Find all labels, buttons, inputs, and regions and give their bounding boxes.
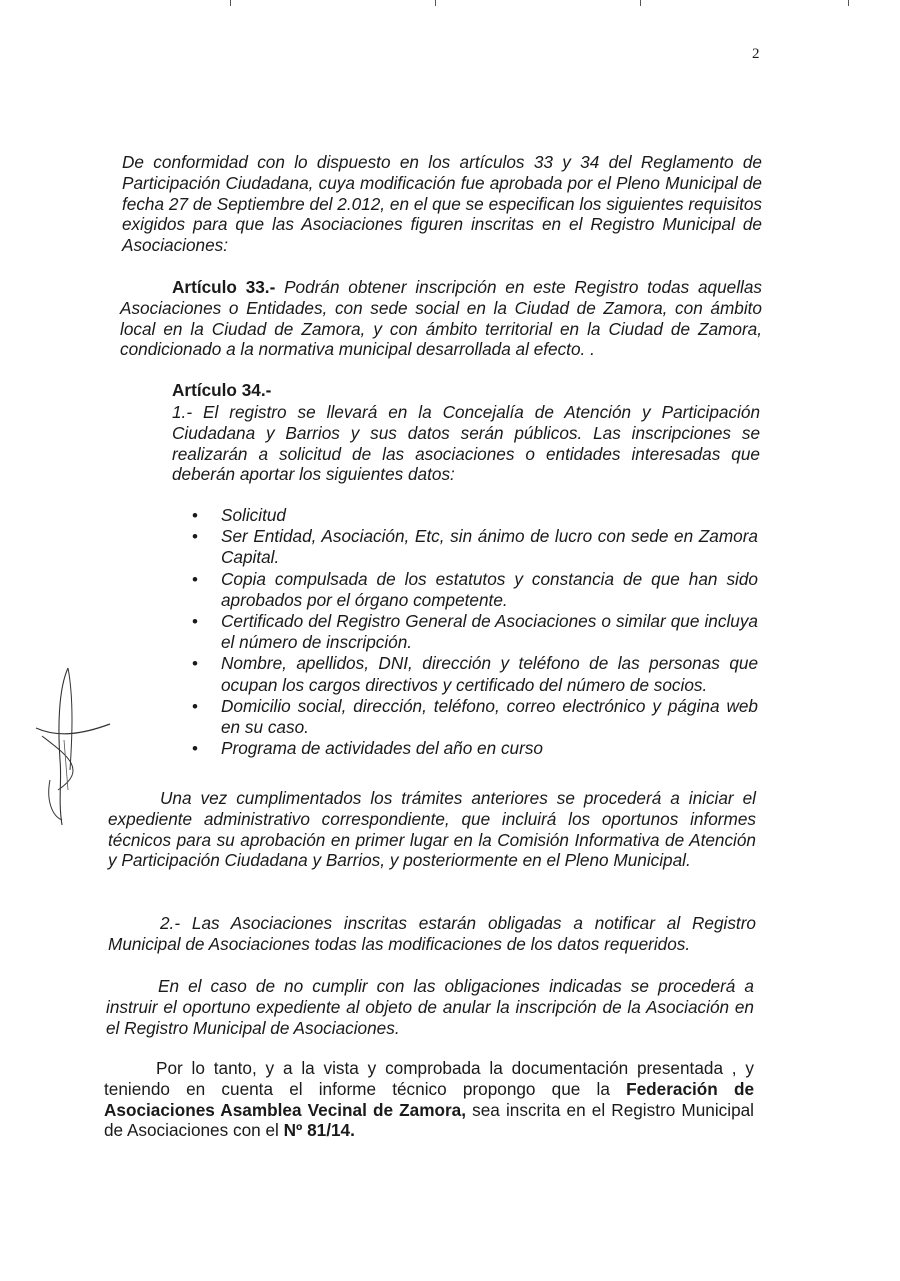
intro-paragraph: De conformidad con lo dispuesto en los artículos 33 y 34 del Reglamento de Participación Ciudadana, cuya modificación fue aprobada por el Pleno Municipal de fecha 27 de Septiembre del 2.012, en el que se especifican los siguientes requisitos exigidos para que las Asociaciones figuren inscritas en el Registro Municipal de Asociaciones: — [122, 152, 762, 256]
page-number: 2 — [752, 46, 760, 62]
entity-name: Federación de Asociaciones Asamblea Vecinal de Zamora, — [104, 1078, 755, 1120]
list-item: • Domicilio social, dirección, teléfono, correo electrónico y página web en su caso. — [192, 696, 758, 738]
registry-number: Nº 81/14. — [283, 1120, 355, 1141]
scan-mark — [230, 0, 231, 6]
noncompliance-paragraph: En el caso de no cumplir con las obligaciones indicadas se procederá a instruir el oportuno expediente al objeto de anular la inscripción de la Asociación en el Registro Municipal de Asociaciones. — [106, 976, 754, 1038]
list-item: • Certificado del Registro General de Asociaciones o similar que incluya el número de inscripción. — [192, 611, 758, 653]
article-33-heading: Artículo 33.- — [172, 277, 276, 297]
conclusion-text-a: Por lo tanto, y a la vista y comprobada la documentación presentada , y teniendo en cuenta el informe técnico propongo que la — [104, 1058, 754, 1099]
conclusion-paragraph — [104, 1058, 754, 1141]
article-33-text: Podrán obtener inscripción en este Registro todas aquellas Asociaciones o Entidades, con sede social en la Ciudad de Zamora, con ámbito local en la Ciudad de Zamora, y con ámbito territorial en la Ciudad de Zamora, condicionado a la normativa municipal desarrollada al efecto. . — [120, 277, 762, 360]
signature-initials-icon — [28, 660, 118, 830]
procedure-paragraph: Una vez cumplimentados los trámites anteriores se procederá a iniciar el expediente administrativo correspondiente, que incluirá los oportunos informes técnicos para su aprobación en primer lugar en la Comisión Informativa de Atención y Participación Ciudadana y Barrios, y posteriormente en el Pleno Municipal. — [108, 788, 756, 871]
article-34-point-2: 2.- Las Asociaciones inscritas estarán obligadas a notificar al Registro Municipal de Asociaciones todas las modificaciones de los datos requeridos. — [108, 913, 756, 954]
scan-mark — [435, 0, 436, 6]
requirements-list — [192, 505, 758, 759]
list-item: • Solicitud — [192, 505, 758, 526]
conclusion-text-b: sea inscrita en el Registro Municipal de Asociaciones con el — [104, 1099, 755, 1141]
article-33-paragraph — [120, 277, 762, 360]
list-item: • Ser Entidad, Asociación, Etc, sin ánimo de lucro con sede en Zamora Capital. — [192, 526, 758, 568]
scan-mark — [640, 0, 641, 6]
scan-mark — [848, 0, 849, 6]
list-item: • Programa de actividades del año en curso — [192, 738, 758, 759]
list-item: • Nombre, apellidos, DNI, dirección y teléfono de las personas que ocupan los cargos directivos y certificado del número de socios. — [192, 653, 758, 695]
article-34-point-1: 1.- El registro se llevará en la Concejalía de Atención y Participación Ciudadana y Barrios y sus datos serán públicos. Las inscripciones se realizarán a solicitud de las asociaciones o entidades interesadas que deberán aportar los siguientes datos: — [172, 402, 760, 485]
list-item: • Copia compulsada de los estatutos y constancia de que han sido aprobados por el órgano competente. — [192, 569, 758, 611]
article-34-heading: Artículo 34.- — [172, 380, 272, 400]
